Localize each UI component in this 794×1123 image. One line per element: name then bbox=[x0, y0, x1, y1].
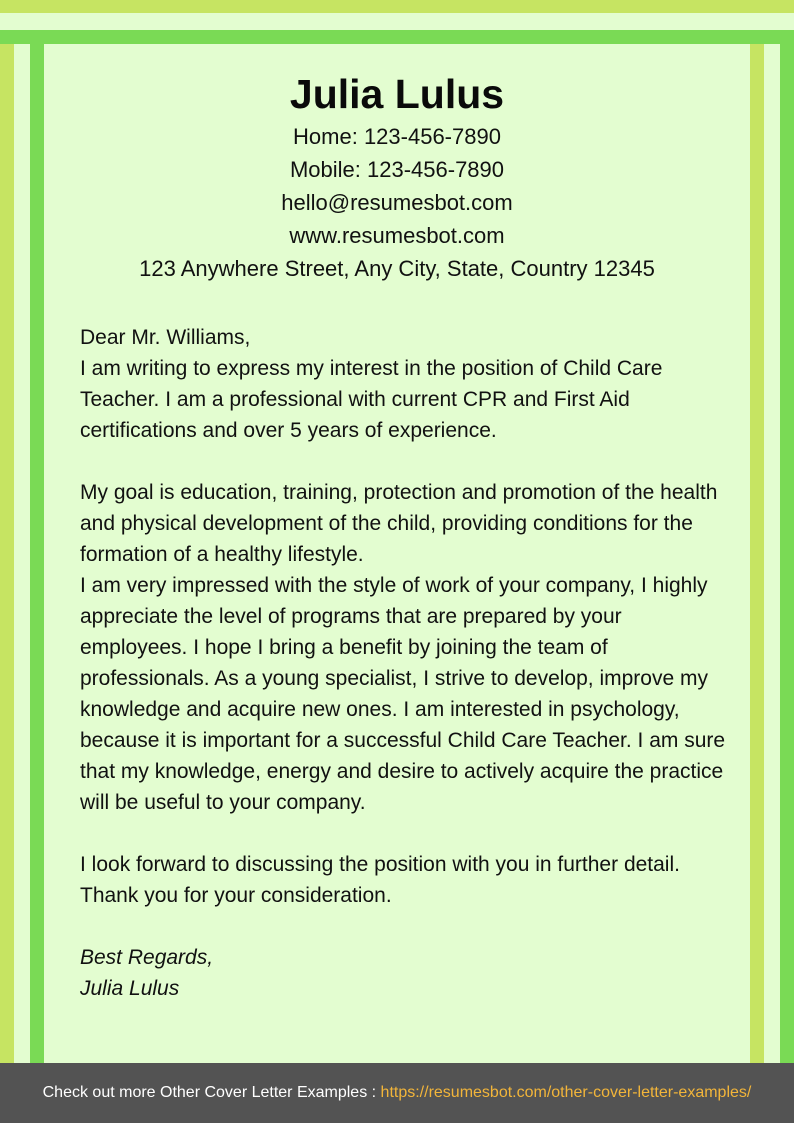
applicant-name: Julia Lulus bbox=[289, 71, 505, 117]
salutation: Dear Mr. Williams, bbox=[80, 326, 251, 349]
paragraph-goal: My goal is education, training, protection and promotion of the health and physical development of the child, providing conditions for the formation of a healthy lifestyle. bbox=[80, 481, 718, 566]
signature: Julia Lulus bbox=[80, 977, 180, 1000]
home-phone: Home: 123-456-7890 bbox=[293, 124, 501, 149]
left-border-band bbox=[0, 44, 14, 1063]
letter-header bbox=[44, 68, 750, 285]
right-border-stripe bbox=[780, 44, 794, 1063]
paragraph-spacer bbox=[80, 911, 730, 942]
website: www.resumesbot.com bbox=[289, 223, 505, 248]
left-border-gap bbox=[14, 44, 30, 1063]
mobile-phone: Mobile: 123-456-7890 bbox=[289, 157, 505, 182]
top-border-gap bbox=[0, 13, 794, 30]
paragraph-spacer bbox=[80, 446, 730, 477]
footer-bar bbox=[0, 1063, 794, 1123]
footer-text: Check out more Other Cover Letter Examples : bbox=[42, 1084, 381, 1101]
closing-phrase: Best Regards, bbox=[80, 946, 214, 969]
top-border-band bbox=[0, 0, 794, 13]
right-border-gap bbox=[764, 44, 780, 1063]
top-border-stripe bbox=[0, 30, 794, 44]
paragraph-spacer bbox=[80, 818, 730, 849]
letter-body bbox=[80, 322, 730, 1004]
paragraph-company: I am very impressed with the style of work of your company, I highly appreciate the level of programs that are prepared by your employees. I hope I bring a benefit by joining the team of professionals. As a young specialist, I strive to develop, improve my knowledge and acquire new ones. I am interested in psychology, because it is important for a successful Child Care Teacher. I am sure that my knowledge, energy and desire to actively acquire the practice will be useful to your company. bbox=[80, 574, 726, 814]
street-address: 123 Anywhere Street, Any City, State, Country 12345 bbox=[139, 256, 655, 281]
left-border-stripe bbox=[30, 44, 44, 1063]
footer-link[interactable]: https://resumesbot.com/other-cover-letter-examples/ bbox=[380, 1084, 752, 1101]
paragraph-intro: I am writing to express my interest in the position of Child Care Teacher. I am a professional with current CPR and First Aid certifications and over 5 years of experience. bbox=[80, 357, 663, 442]
right-border-band bbox=[750, 44, 764, 1063]
paragraph-closing: I look forward to discussing the position with you in further detail. Thank you for your consideration. bbox=[80, 853, 680, 907]
email-address: hello@resumesbot.com bbox=[281, 190, 513, 215]
